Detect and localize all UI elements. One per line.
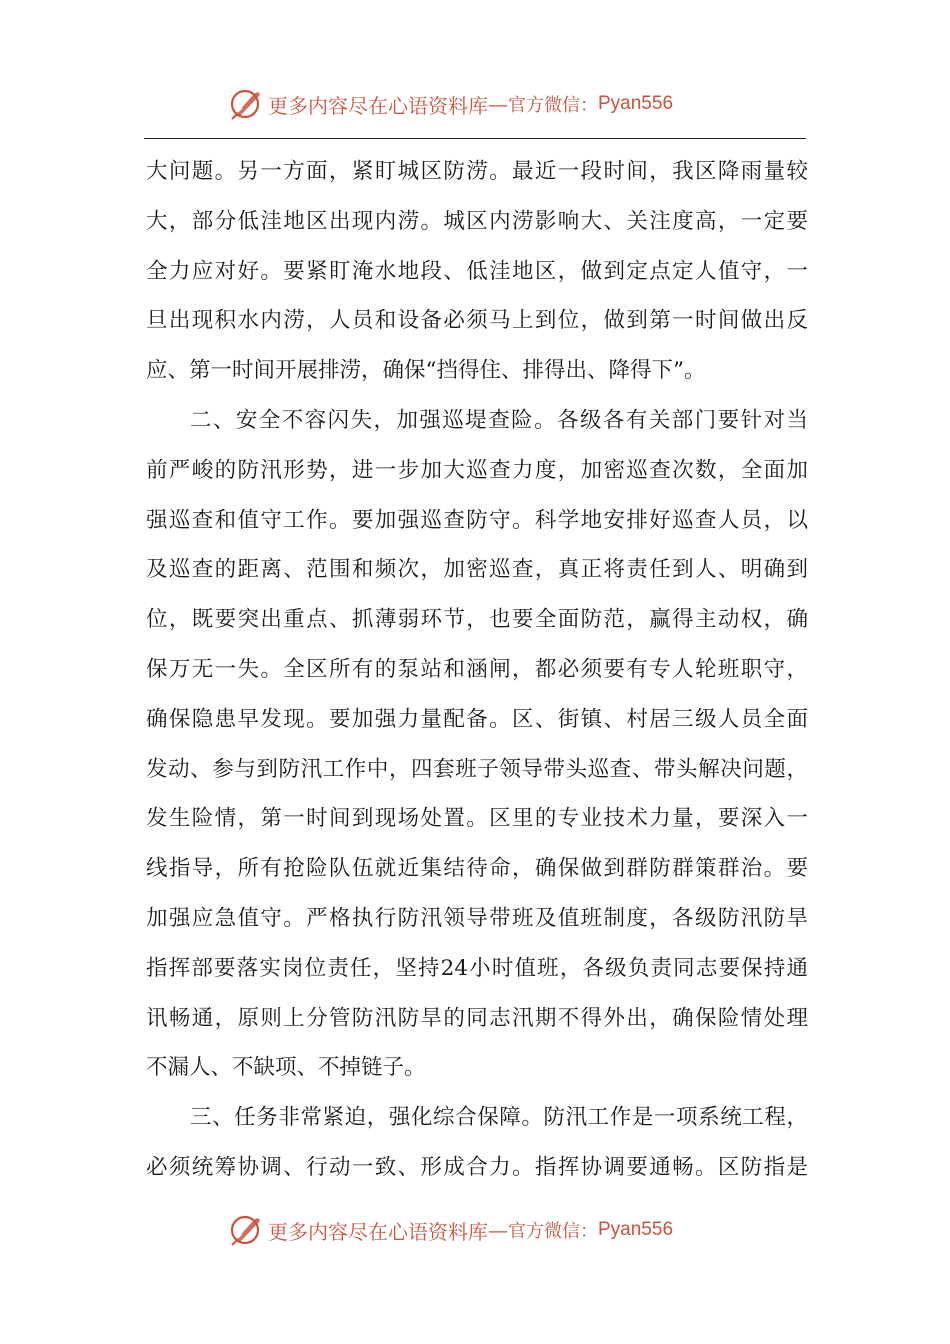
header-dash: — xyxy=(488,92,508,116)
body-line: 三、任务非常紧迫，强化综合保障。防汛工作是一项系统工程， xyxy=(190,1105,808,1131)
body-line: 确保隐患早发现。要加强力量配备。区、街镇、村居三级人员全面 xyxy=(146,706,808,732)
quill-logo-icon xyxy=(228,1212,264,1248)
body-line: 大问题。另一方面，紧盯城区防涝。最近一段时间，我区降雨量较 xyxy=(146,159,808,184)
footer-banner xyxy=(228,1212,673,1248)
quill-logo-icon xyxy=(228,86,264,122)
body-line: 旦出现积水内涝，人员和设备必须马上到位，做到第一时间做出反 xyxy=(146,308,808,334)
document-body xyxy=(146,147,808,1193)
header-banner xyxy=(228,86,673,122)
body-line: 不漏人、不缺项、不掉链子。 xyxy=(146,1055,426,1081)
body-line: 指挥部要落实岗位责任，坚持24小时值班，各级负责同志要保持通 xyxy=(146,955,808,981)
body-line: 位，既要突出重点、抓薄弱环节，也要全面防范，赢得主动权，确 xyxy=(146,607,808,633)
body-line: 线指导，所有抢险队伍就近集结待命，确保做到群防群策群治。要 xyxy=(146,856,808,882)
header-site-text: 更多内容尽在心语资料库 xyxy=(268,93,488,118)
footer-site-text: 更多内容尽在心语资料库 xyxy=(268,1219,488,1244)
header-contact-id: Pyan556 xyxy=(598,93,674,114)
body-line: 加强应急值守。严格执行防汛领导带班及值班制度，各级防汛防旱 xyxy=(146,905,808,931)
header-contact-label: 官方微信： xyxy=(508,95,598,116)
header-divider xyxy=(144,138,806,139)
body-line: 必须统筹协调、行动一致、形成合力。指挥协调要通畅。区防指是 xyxy=(146,1154,808,1180)
body-line: 发动、参与到防汛工作中，四套班子领导带头巡查、带头解决问题， xyxy=(146,756,808,782)
body-line: 强巡查和值守工作。要加强巡查防守。科学地安排好巡查人员，以 xyxy=(146,507,808,533)
body-line: 前严峻的防汛形势，进一步加大巡查力度，加密巡查次数，全面加 xyxy=(146,457,808,483)
body-line: 二、安全不容闪失，加强巡堤查险。各级各有关部门要针对当 xyxy=(190,407,808,433)
footer-contact-label: 官方微信： xyxy=(508,1221,598,1242)
body-line: 大，部分低洼地区出现内涝。城区内涝影响大、关注度高，一定要 xyxy=(146,208,808,234)
body-line: 及巡查的距离、范围和频次，加密巡查，真正将责任到人、明确到 xyxy=(146,557,808,583)
body-line: 发生险情，第一时间到现场处置。区里的专业技术力量，要深入一 xyxy=(146,806,808,832)
footer-dash: — xyxy=(488,1218,508,1242)
body-line: 讯畅通，原则上分管防汛防旱的同志汛期不得外出，确保险情处理 xyxy=(146,1005,808,1031)
body-line: 应、第一时间开展排涝，确保“挡得住、排得出、降得下”。 xyxy=(146,358,706,384)
body-line: 全力应对好。要紧盯淹水地段、低洼地区，做到定点定人值守，一 xyxy=(146,258,808,284)
footer-contact-id: Pyan556 xyxy=(598,1219,674,1240)
body-line: 保万无一失。全区所有的泵站和涵闸，都必须要有专人轮班职守， xyxy=(146,656,808,682)
